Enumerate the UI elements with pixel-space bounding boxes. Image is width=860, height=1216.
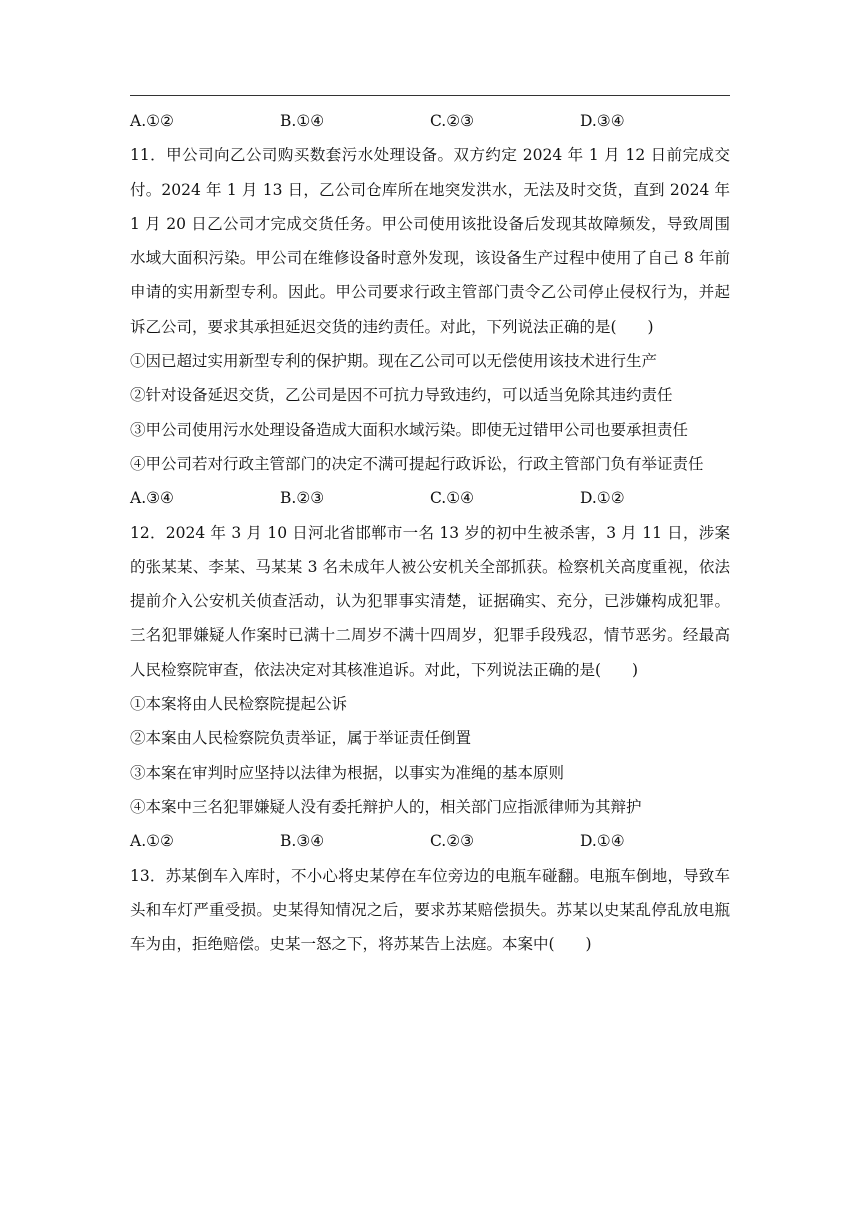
option-b[interactable]: B.②③ (280, 489, 325, 508)
question-stem: 12．2024 年 3 月 10 日河北省邯郸市一名 13 岁的初中生被杀害，3 月 11 日，涉案的张某某、李某、马某某 3 名未成年人被公安机关全部抓获。检察机关高度重视，依法提前介入公安机关侦查活动，认为犯罪事实清楚，证据确实、充分，已涉嫌构成犯罪。三名犯罪嫌疑人作案时已满十二周岁不满十四周岁，犯罪手段残忍，情节恶劣。经最高人民检察院审查，依法决定对其核准追诉。对此，下列说法正确的是( ) (130, 523, 730, 679)
option-a[interactable]: A.③④ (130, 489, 174, 508)
header-rule (130, 95, 730, 96)
option-c[interactable]: C.①④ (430, 489, 475, 508)
prev-question-options (130, 104, 730, 138)
option-d[interactable]: D.①② (580, 489, 625, 508)
statement-2: ②针对设备延迟交货，乙公司是因不可抗力导致违约，可以适当免除其违约责任 (130, 386, 673, 405)
option-a[interactable]: A.①② (130, 112, 174, 130)
statement-1: ①本案将由人民检察院提起公诉 (130, 695, 348, 714)
question-13 (130, 859, 730, 962)
statement-1: ①因已超过实用新型专利的保护期。现在乙公司可以无偿使用该技术进行生产 (130, 352, 658, 371)
option-a[interactable]: A.①② (130, 832, 174, 851)
statement-3: ③甲公司使用污水处理设备造成大面积水域污染。即使无过错甲公司也要承担责任 (130, 420, 689, 439)
question-11 (130, 138, 730, 515)
option-c[interactable]: C.②③ (430, 832, 475, 851)
question-12 (130, 516, 730, 859)
statement-3: ③本案在审判时应坚持以法律为根据，以事实为准绳的基本原则 (130, 763, 565, 782)
statement-4: ④甲公司若对行政主管部门的决定不满可提起行政诉讼，行政主管部门负有举证责任 (130, 454, 704, 473)
option-d[interactable]: D.③④ (580, 112, 625, 130)
option-d[interactable]: D.①④ (580, 832, 625, 851)
option-b[interactable]: B.③④ (280, 832, 325, 851)
question-options (130, 824, 730, 858)
question-stem: 11．甲公司向乙公司购买数套污水处理设备。双方约定 2024 年 1 月 12 日前完成交付。2024 年 1 月 13 日，乙公司仓库所在地突发洪水，无法及时交货，直到 2024 年 1 月 20 日乙公司才完成交货任务。甲公司使用该批设备后发现其故障频发，导致周围水域大面积污染。甲公司在维修设备时意外发现，该设备生产过程中使用了自己 8 年前申请的实用新型专利。因此。甲公司要求行政主管部门责令乙公司停止侵权行为，并起诉乙公司，要求其承担延迟交货的违约责任。对此，下列说法正确的是( ) (130, 146, 730, 336)
option-c[interactable]: C.②③ (430, 112, 475, 130)
option-b[interactable]: B.①④ (280, 112, 325, 130)
question-content (130, 104, 730, 961)
statement-2: ②本案由人民检察院负责举证，属于举证责任倒置 (130, 729, 472, 748)
statement-4: ④本案中三名犯罪嫌疑人没有委托辩护人的，相关部门应指派律师为其辩护 (130, 797, 642, 816)
question-options (130, 481, 730, 515)
question-stem: 13．苏某倒车入库时，不小心将史某停在车位旁边的电瓶车碰翻。电瓶车倒地，导致车头和车灯严重受损。史某得知情况之后，要求苏某赔偿损失。苏某以史某乱停乱放电瓶车为由，拒绝赔偿。史某一怒之下，将苏某告上法庭。本案中( ) (130, 866, 730, 954)
